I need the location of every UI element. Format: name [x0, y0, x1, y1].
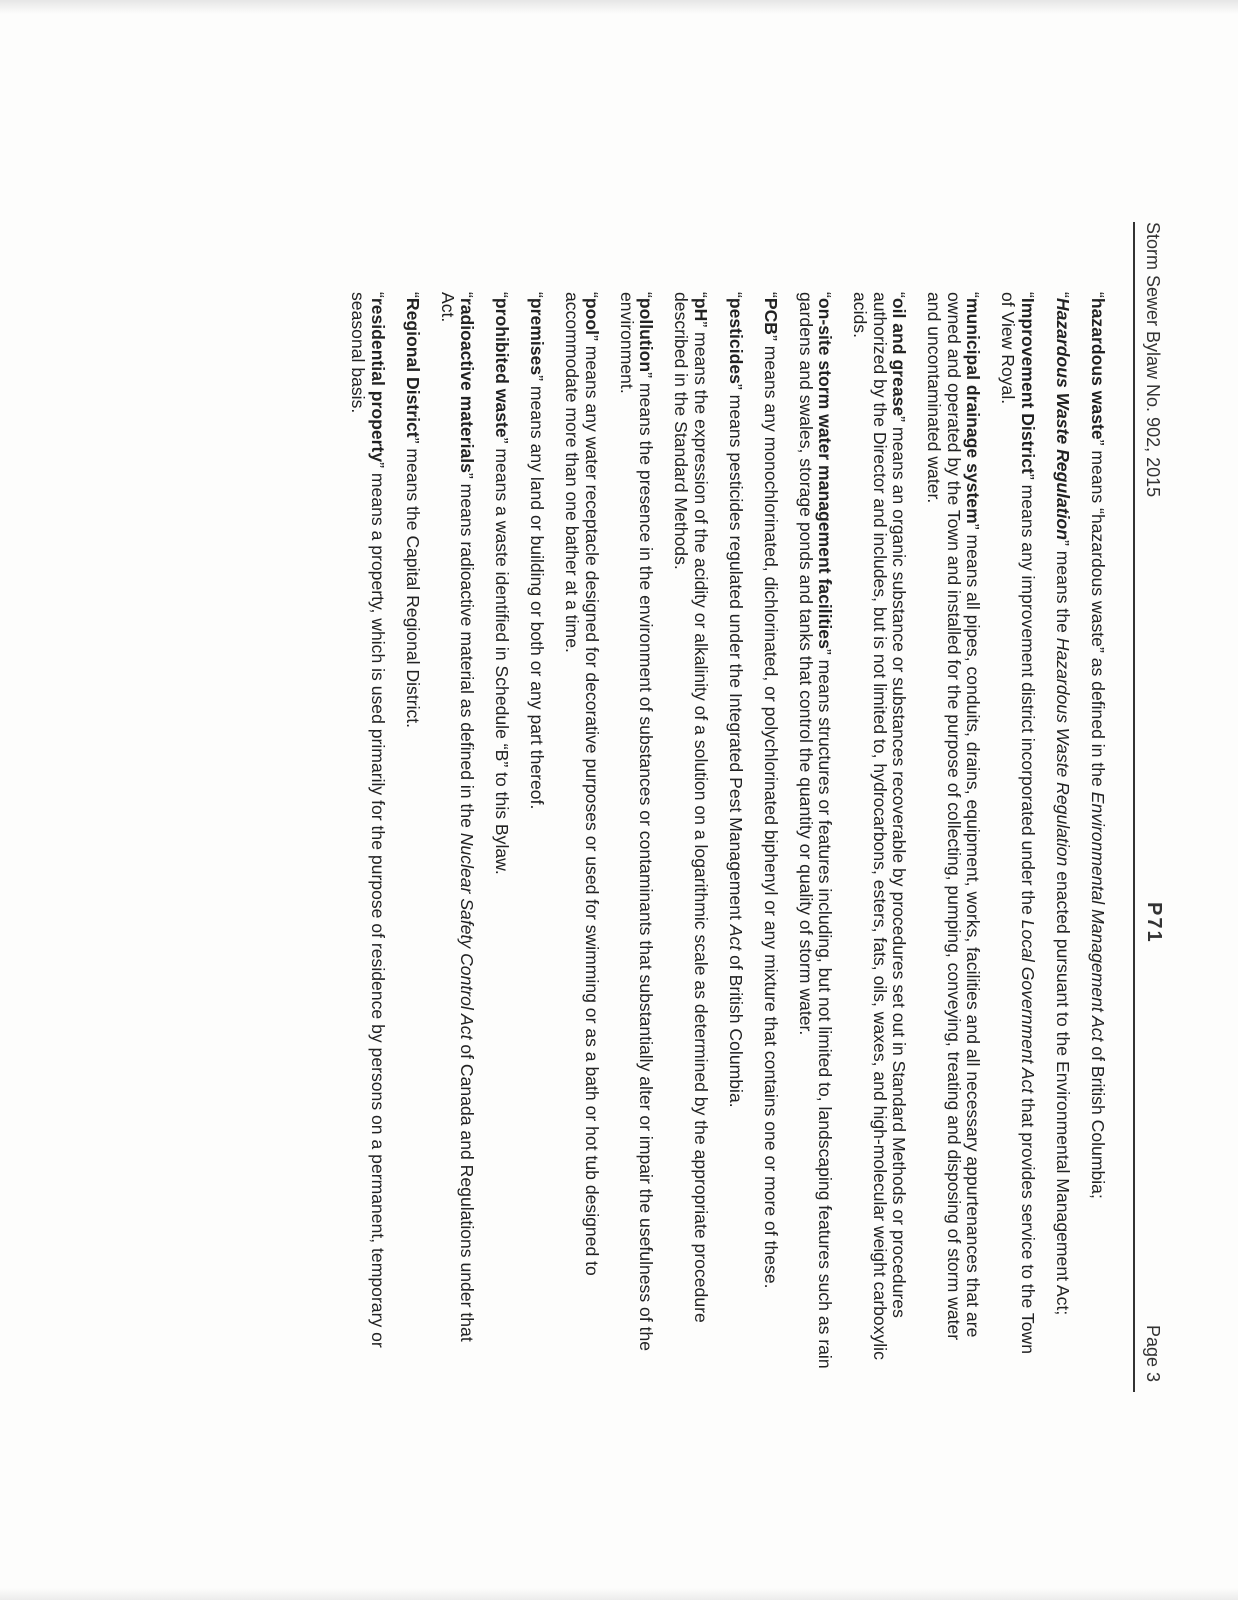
defined-term: prohibited waste — [492, 297, 513, 438]
definition-item: “on-site storm water management facilities” means structures or features including, but not limited to, landscaping features such as rain gardens and swales, storage ponds and tanks that control the quantity or quality of storm water. — [796, 292, 836, 1369]
defined-term: radioactive materials — [457, 297, 478, 473]
defined-term: residential property — [368, 297, 388, 463]
defined-term: Hazardous Waste Regulation — [1053, 297, 1073, 540]
scan-bottom-edge — [0, 1588, 1238, 1600]
defined-term: on-site storm water management facilities — [815, 297, 836, 649]
scan-top-edge — [0, 0, 1238, 14]
defined-term: pH — [691, 297, 711, 322]
defined-term: pesticides — [726, 297, 746, 384]
defined-term: municipal drainage system — [963, 297, 984, 524]
bylaw-title: Storm Sewer Bylaw No. 902, 2015 — [1143, 222, 1163, 498]
defined-term: Regional District — [403, 297, 423, 438]
definition-item: “Regional District” means the Capital Regional District. — [403, 292, 423, 729]
definition-item: “pool” means any water receptacle designed for decorative purposes or used for swimming or as a bath or hot tub designed to accommodate more than one bather at a time. — [562, 292, 602, 1276]
page-stamp: P71 — [1143, 902, 1165, 944]
page-header — [1133, 222, 1165, 1392]
defined-term: oil and grease — [889, 297, 910, 417]
definition-item: “pesticides” means pesticides regulated under the Integrated Pest Management Act of British Columbia. — [726, 292, 746, 1108]
page-number: Page 3 — [1143, 1324, 1163, 1382]
definition-item: “Improvement District” means any improvement district incorporated under the Local Government Act that provides service to the Town of View Royal. — [998, 292, 1038, 1354]
defined-term: hazardous waste — [1088, 297, 1108, 440]
defined-term: pool — [582, 297, 602, 335]
defined-term: Improvement District — [1018, 297, 1038, 474]
definitions-list — [333, 292, 1108, 1372]
definition-item: “premises” means any land or building or both or any part thereof. — [527, 292, 548, 810]
definition-item: “oil and grease” means an organic substance or substances recoverable by procedures set out in Standard Methods or procedures authorized by the Director and includes, but is not limited to, hydrocarbons, esters, fats, oils, waxes, and high-molecular weight carboxylic acids. — [850, 292, 910, 1360]
definition-item: “PCB” means any monochlorinated, dichlorinated, or polychlorinated biphenyl or any mixture that contains one or more of these. — [761, 292, 781, 1289]
defined-term: PCB — [761, 297, 781, 336]
definition-item: “pH” means the expression of the acidity or alkalinity of a solution on a logarithmic scale as determined by the appropriate procedure described in the Standard Methods. — [671, 292, 711, 1323]
definition-item: “radioactive materials” means radioactive material as defined in the Nuclear Safety Control Act of Canada and Regulations under that Act. — [438, 292, 478, 1342]
definition-item: “pollution” means the presence in the environment of substances or contaminants that substantially alter or impair the usefulness of the environment. — [617, 292, 657, 1352]
rotated-document — [125, 222, 1165, 1392]
defined-term: premises — [527, 297, 548, 376]
definition-item: “Hazardous Waste Regulation” means the Hazardous Waste Regulation enacted pursuant to the Environmental Management Act; — [1053, 292, 1073, 1316]
definition-item: “residential property” means a property, which is used primarily for the purpose of residence by persons on a permanent, temporary or seasonal basis. — [348, 292, 388, 1348]
definition-item: “municipal drainage system” means all pipes, conduits, drains, equipment, works, facilities and all necessary appurtenances that are owned and operated by the Town and installed for the purpose of collecting, pumping, conveying, treating and disposing of storm water and uncontaminated water. — [924, 292, 984, 1341]
definition-item: “prohibited waste” means a waste identified in Schedule “B” to this Bylaw. — [492, 292, 513, 875]
definition-item: “hazardous waste” means “hazardous waste” as defined in the Environmental Management Act of British Columbia; — [1088, 292, 1108, 1199]
defined-term: pollution — [636, 297, 657, 373]
